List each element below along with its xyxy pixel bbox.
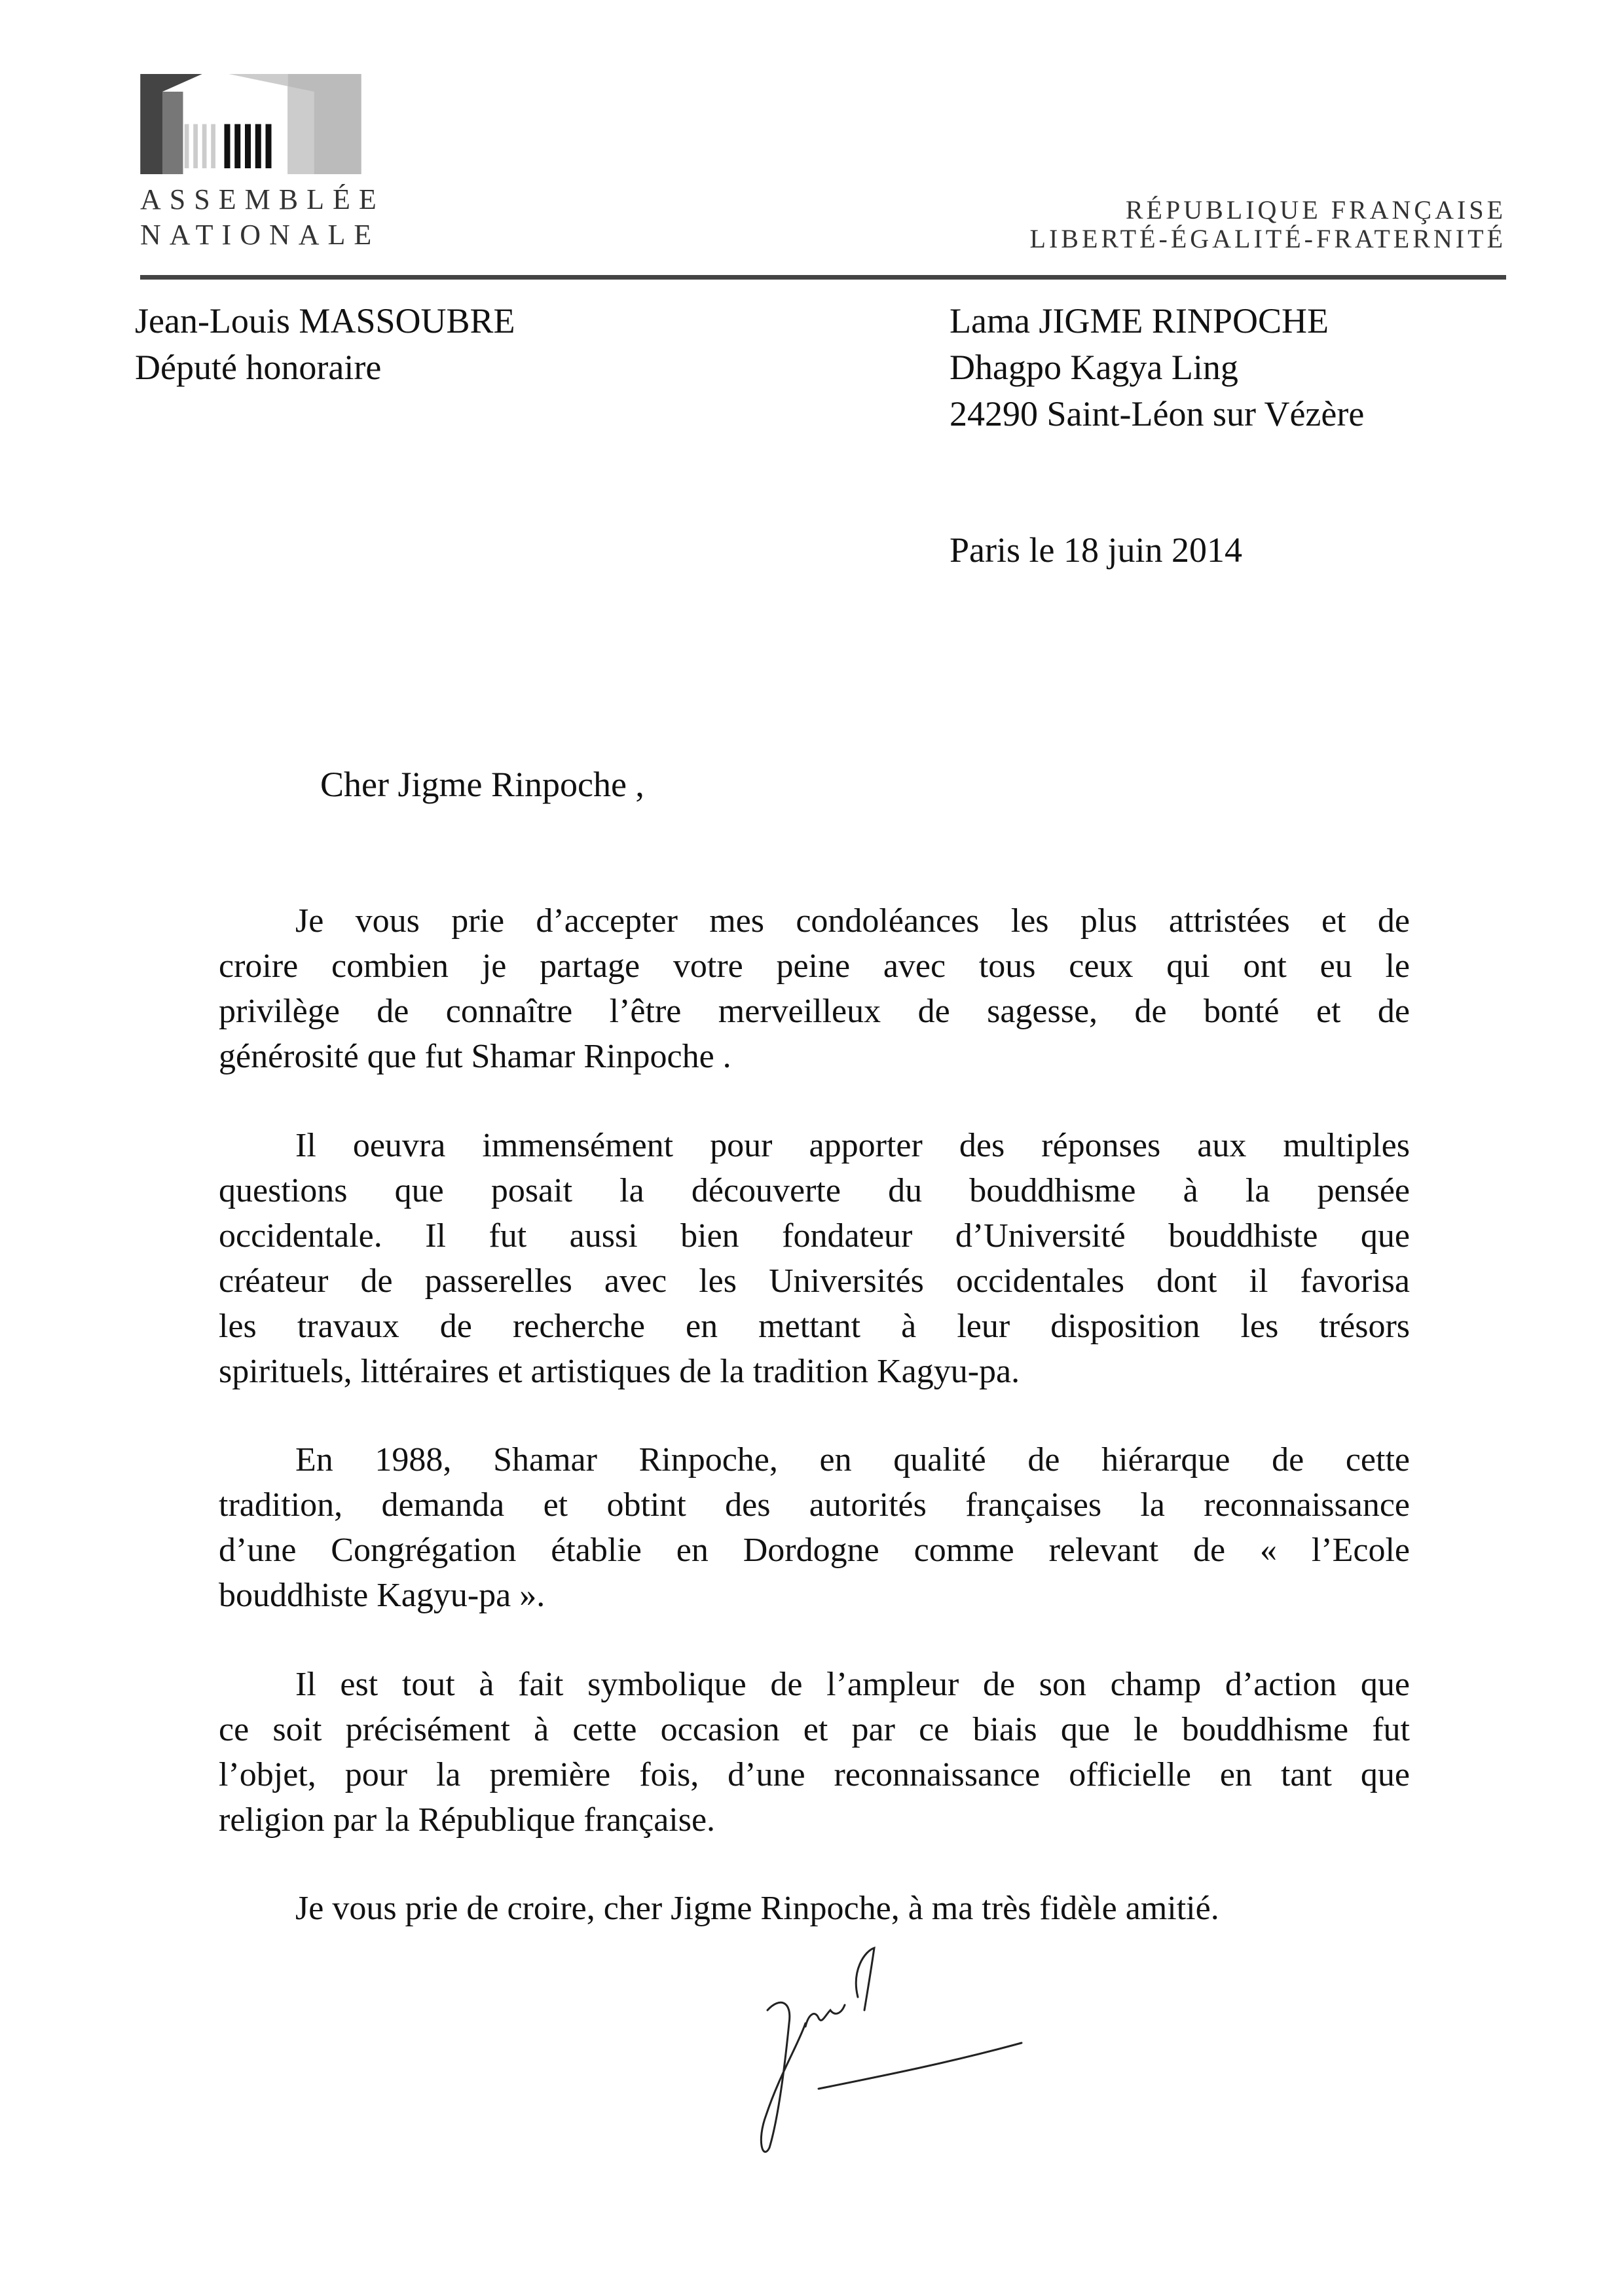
paragraph-line: bouddhiste Kagyu-pa ». <box>219 1577 545 1614</box>
paragraph-1 <box>219 898 1410 1079</box>
paragraph-line: occidentale. Il fut aussi bien fondateur d’Université bouddhiste que <box>219 1217 1410 1255</box>
paragraph-line: En 1988, Shamar Rinpoche, en qualité de hiérarque de cette <box>295 1441 1410 1478</box>
republic-heading: RÉPUBLIQUE FRANÇAISE <box>1125 195 1506 225</box>
letter-date: Paris le 18 juin 2014 <box>950 530 1242 570</box>
assemblee-nationale-logo <box>140 74 361 174</box>
signature <box>753 1945 1028 2161</box>
paragraph-line: religion par la République française. <box>219 1801 716 1839</box>
republic-motto: LIBERTÉ-ÉGALITÉ-FRATERNITÉ <box>1029 224 1506 253</box>
paragraph-4 <box>219 1662 1410 1843</box>
paragraph-line: d’une Congrégation établie en Dordogne comme relevant de « l’Ecole <box>219 1532 1410 1569</box>
institution-line-1: ASSEMBLÉE <box>140 183 385 215</box>
closing <box>219 1886 1410 1931</box>
sender-block <box>135 298 515 391</box>
paragraph-line: spirituels, littéraires et artistiques de la tradition Kagyu-pa. <box>219 1353 1020 1390</box>
paragraph-line: créateur de passerelles avec les Universités occidentales dont il favorisa <box>219 1262 1410 1300</box>
paragraph-2 <box>219 1123 1410 1394</box>
header-rule <box>140 275 1506 280</box>
paragraph-line: générosité que fut Shamar Rinpoche . <box>219 1038 731 1075</box>
institution-line-2: NATIONALE <box>140 219 380 251</box>
paragraph-line: croire combien je partage votre peine avec tous ceux qui ont eu le <box>219 947 1410 985</box>
salutation: Cher Jigme Rinpoche , <box>320 765 644 804</box>
recipient-block <box>950 298 1364 437</box>
paragraph-line: privilège de connaître l’être merveilleux de sagesse, de bonté et de <box>219 993 1410 1030</box>
paragraph-line: tradition, demanda et obtint des autorités françaises la reconnaissance <box>219 1486 1410 1524</box>
paragraph-line: Je vous prie d’accepter mes condoléances les plus attristées et de <box>295 902 1410 940</box>
recipient-address: 24290 Saint-Léon sur Vézère <box>950 394 1365 433</box>
recipient-org: Dhagpo Kagya Ling <box>950 348 1238 387</box>
paragraph-line: les travaux de recherche en mettant à leur disposition les trésors <box>219 1308 1410 1345</box>
closing-line: Je vous prie de croire, cher Jigme Rinpoche, à ma très fidèle amitié. <box>295 1890 1219 1927</box>
paragraph-line: ce soit précisément à cette occasion et par ce biais que le bouddhisme fut <box>219 1711 1410 1748</box>
recipient-name: Lama JIGME RINPOCHE <box>950 301 1329 340</box>
paragraph-line: l’objet, pour la première fois, d’une reconnaissance officielle en tant que <box>219 1756 1410 1793</box>
paragraph-line: Il est tout à fait symbolique de l’ampleur de son champ d’action que <box>295 1666 1410 1703</box>
paragraph-line: Il oeuvra immensément pour apporter des réponses aux multiples <box>295 1127 1410 1164</box>
sender-name: Jean-Louis MASSOUBRE <box>135 301 515 340</box>
sender-title: Député honoraire <box>135 348 382 387</box>
paragraph-line: questions que posait la découverte du bouddhisme à la pensée <box>219 1172 1410 1209</box>
paragraph-3 <box>219 1437 1410 1618</box>
